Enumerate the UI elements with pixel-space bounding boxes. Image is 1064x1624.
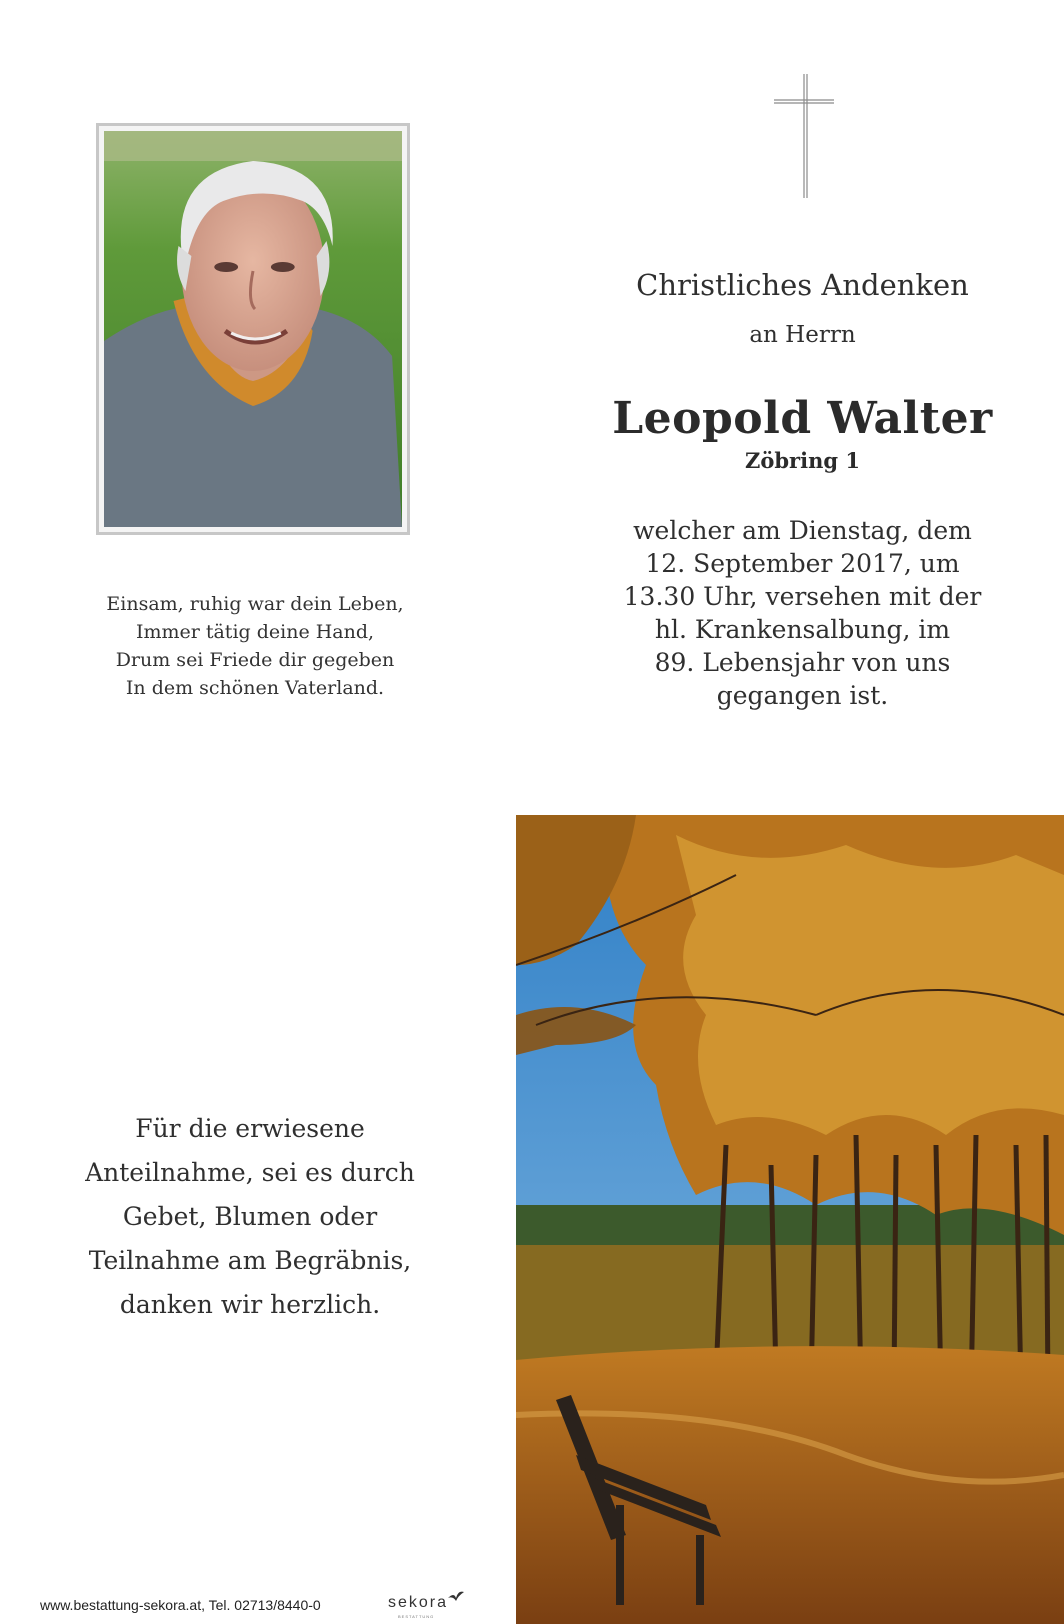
verse — [60, 590, 450, 702]
verse-line: Drum sei Friede dir gegeben — [115, 649, 395, 671]
footer-contact: www.bestattung-sekora.at, Tel. 02713/8440-0 — [40, 1597, 321, 1613]
verse-line: In dem schönen Vaterland. — [125, 677, 385, 699]
verse-line: Immer tätig deine Hand, — [135, 621, 375, 643]
portrait-photo — [104, 131, 402, 527]
death-notice-line: gegangen ist. — [716, 681, 889, 710]
death-notice-line: 13.30 Uhr, versehen mit der — [623, 582, 982, 611]
verse-line: Einsam, ruhig war dein Leben, — [106, 593, 404, 615]
deceased-address: Zöbring 1 — [745, 448, 860, 473]
bird-icon — [448, 1590, 464, 1602]
memorial-title: Christliches Andenken — [636, 268, 969, 302]
landscape-illustration — [516, 815, 1064, 1624]
death-notice-line: 89. Lebensjahr von uns — [654, 648, 951, 677]
thanks-line: Anteilnahme, sei es durch — [85, 1158, 415, 1187]
cross-icon — [772, 72, 836, 200]
thanks-text — [40, 1107, 460, 1327]
thanks-line: Gebet, Blumen oder — [122, 1202, 378, 1231]
logo-word: sekora — [388, 1594, 449, 1611]
death-notice-line: 12. September 2017, um — [645, 549, 960, 578]
sekora-logo — [388, 1590, 468, 1620]
memorial-subtitle: an Herrn — [749, 322, 856, 348]
death-notice-line: welcher am Dienstag, dem — [633, 516, 972, 545]
autumn-park-bench-photo — [516, 815, 1064, 1624]
death-notice — [600, 514, 1005, 712]
thanks-line: danken wir herzlich. — [119, 1290, 381, 1319]
thanks-line: Für die erwiesene — [135, 1114, 365, 1143]
thanks-line: Teilnahme am Begräbnis, — [88, 1246, 412, 1275]
deceased-name: Leopold Walter — [612, 393, 993, 444]
death-notice-line: hl. Krankensalbung, im — [654, 615, 951, 644]
logo-subtitle: BESTATTUNG — [398, 1614, 435, 1619]
portrait-frame — [96, 123, 410, 535]
